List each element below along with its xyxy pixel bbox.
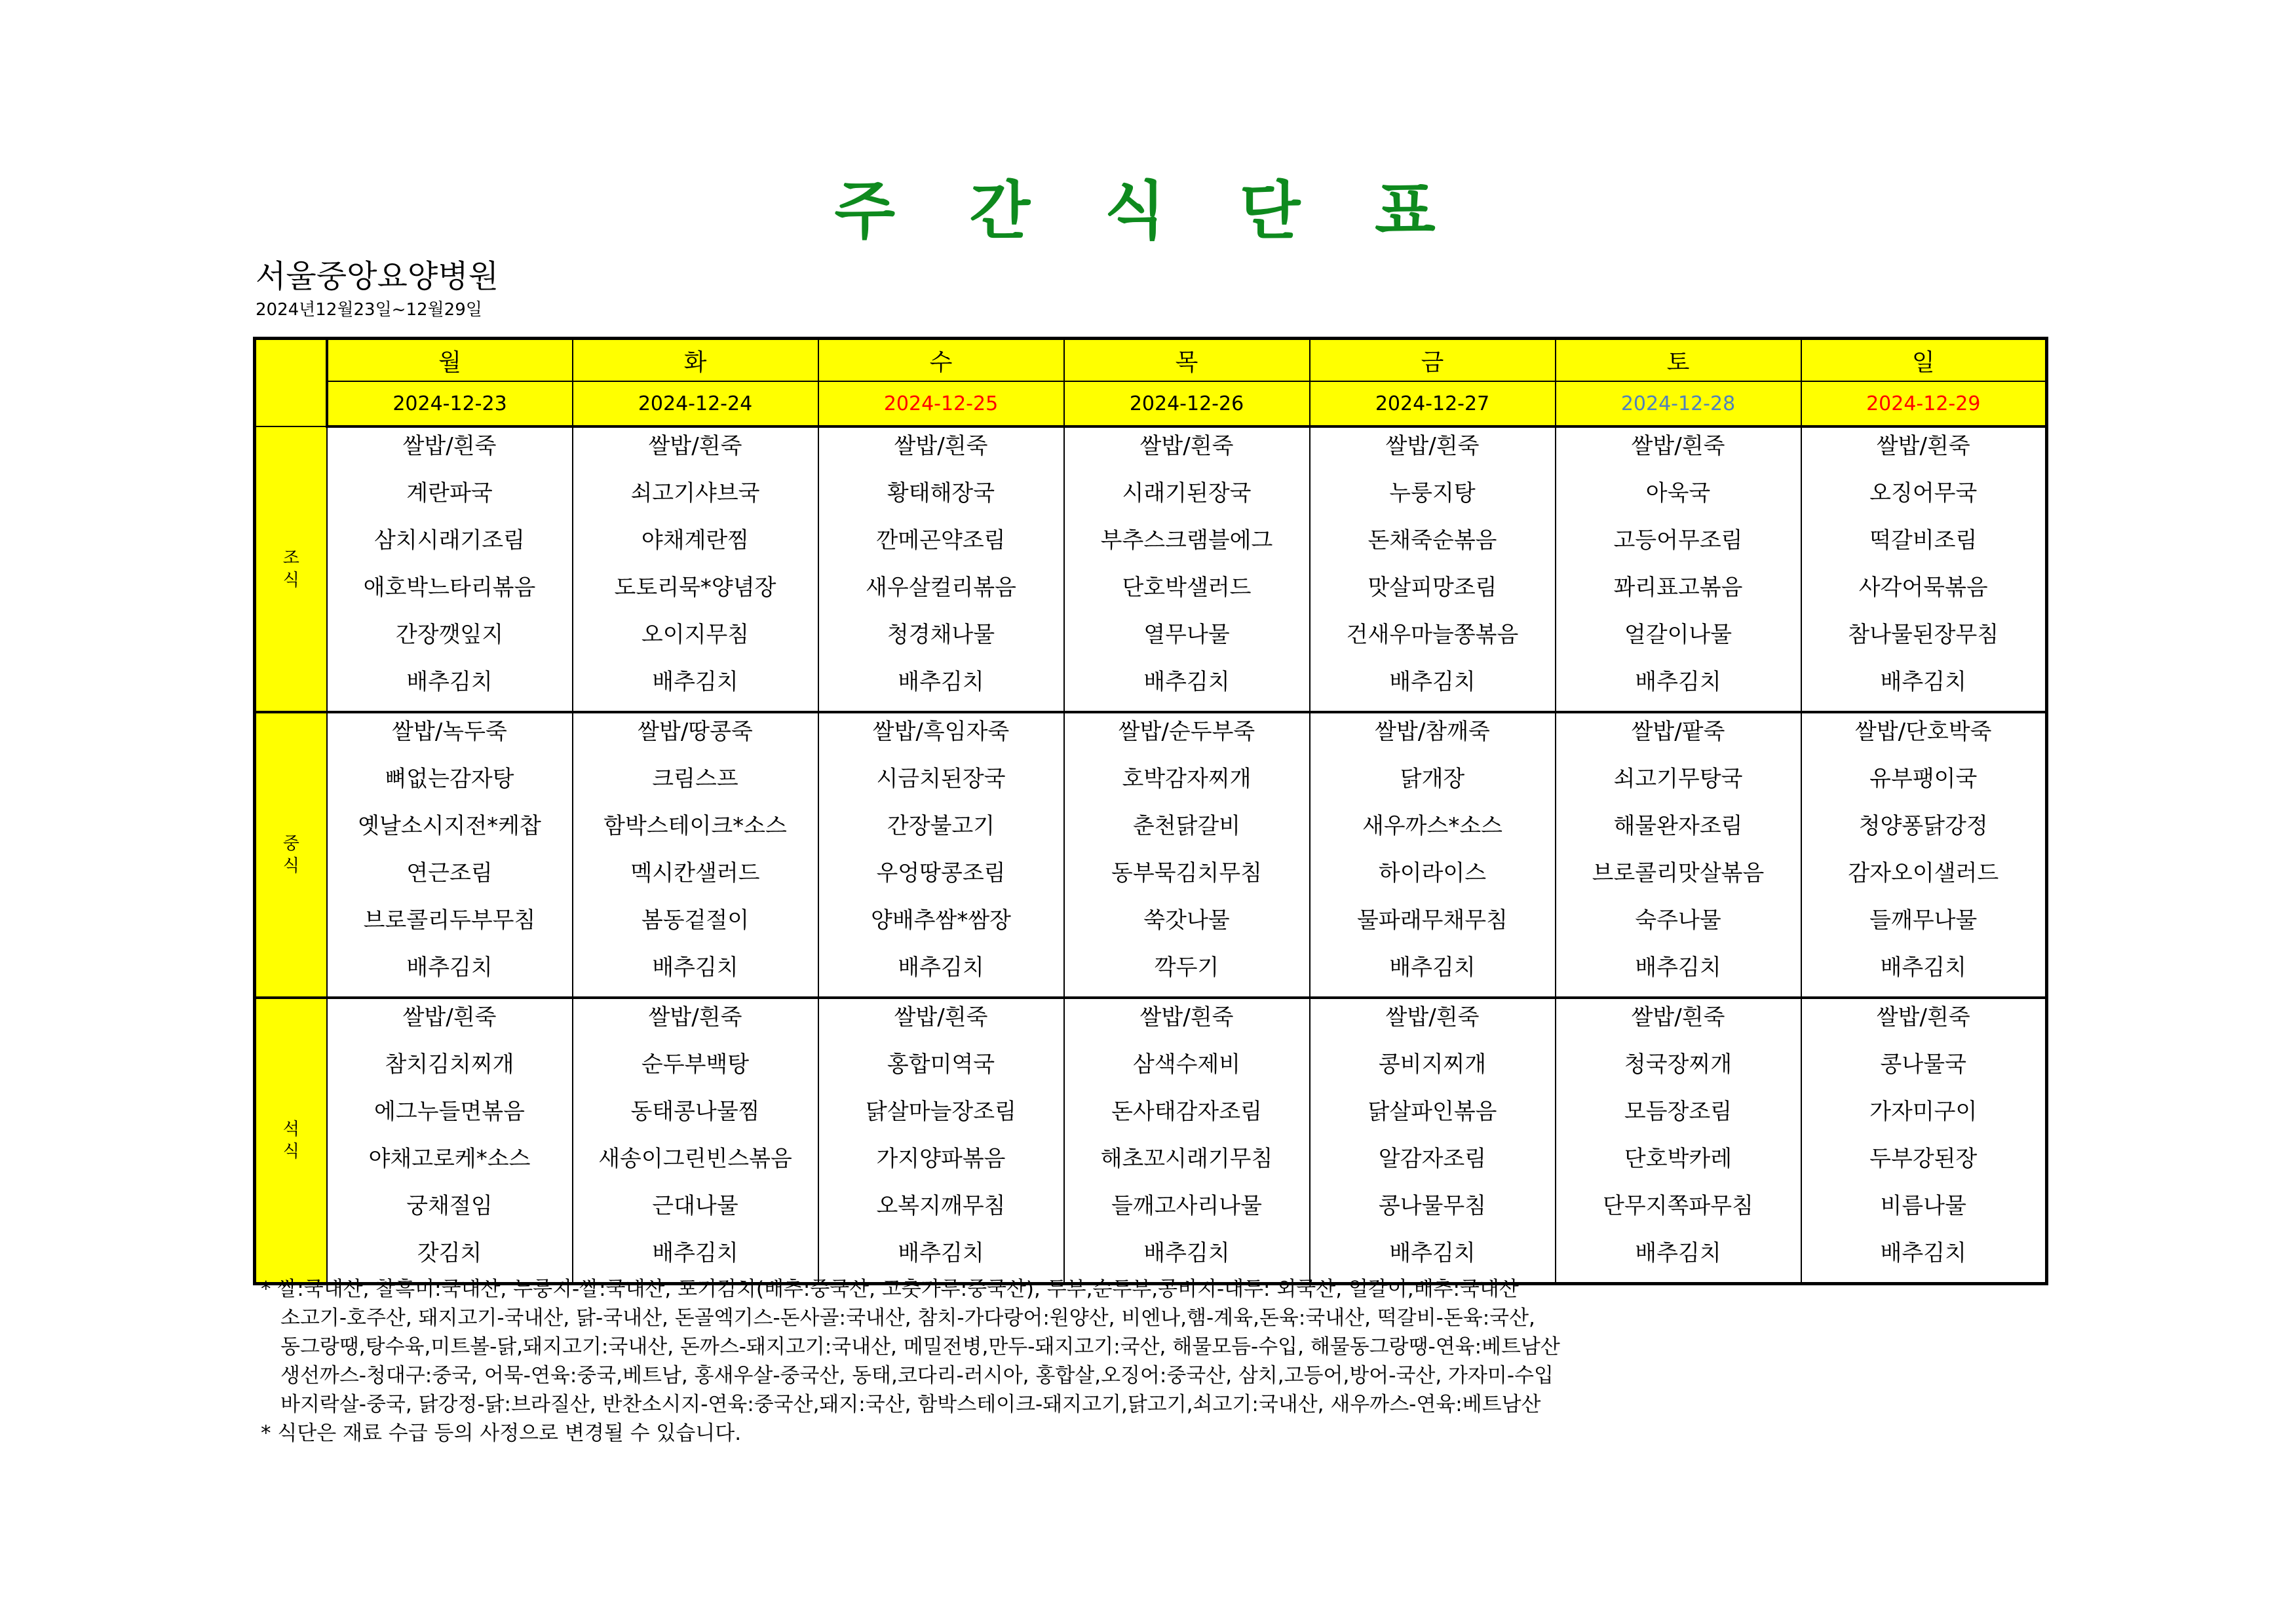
menu-item: 쌀밥/흰죽 <box>1876 1004 1970 1030</box>
menu-table-body <box>255 339 2047 1284</box>
menu-item: 배추김치 <box>1880 669 1966 695</box>
menu-item: 배추김치 <box>652 1240 738 1266</box>
menu-item: 해물완자조림 <box>1613 813 1743 839</box>
day-header: 목 <box>1064 339 1310 382</box>
menu-item: 새송이그린빈스볶음 <box>598 1146 792 1172</box>
table-corner <box>255 339 327 427</box>
menu-item: 깐메곤약조림 <box>876 527 1006 554</box>
menu-item: 알감자조림 <box>1378 1146 1487 1172</box>
hospital-name: 서울중앙요양병원 <box>256 258 499 295</box>
menu-item: 배추김치 <box>1635 1240 1721 1266</box>
meal-row <box>255 426 2047 712</box>
menu-item: 배추김치 <box>898 1240 984 1266</box>
note-line: 동그랑땡,탕수육,미트볼-닭,돼지고기:국내산, 돈까스-돼지고기:국내산, 메밀전병,만두-돼지고기:국산, 해물모듬-수입, 해물동그랑땡-연육:베트남산 <box>280 1335 1560 1359</box>
day-header: 일 <box>1801 339 2047 382</box>
menu-cell <box>573 998 818 1284</box>
meal-label <box>255 426 327 712</box>
menu-item: 닭살파인볶음 <box>1368 1099 1497 1125</box>
meal-label <box>255 998 327 1284</box>
menu-item: 쌀밥/흰죽 <box>1139 433 1234 459</box>
menu-item: 가자미구이 <box>1869 1099 1978 1125</box>
menu-item: 돈사태감자조림 <box>1111 1099 1262 1125</box>
menu-item: 오복지깨무침 <box>876 1193 1006 1219</box>
menu-cell <box>1064 426 1310 712</box>
menu-item: 도토리묵*양념장 <box>614 575 776 601</box>
menu-item: 봄동겉절이 <box>641 907 750 934</box>
menu-item: 닭개장 <box>1400 766 1465 792</box>
menu-item: 하이라이스 <box>1378 860 1487 886</box>
date-header-row <box>255 381 2047 426</box>
menu-cell <box>1801 998 2047 1284</box>
menu-item: 쑥갓나물 <box>1143 907 1230 934</box>
menu-item: 쇠고기무탕국 <box>1613 766 1743 792</box>
menu-period: 2024년12월23일~12월29일 <box>256 300 482 320</box>
menu-item: 사각어묵볶음 <box>1858 575 1988 601</box>
menu-item: 동부묵김치무침 <box>1111 860 1262 886</box>
menu-item: 배추김치 <box>1143 1240 1230 1266</box>
ingredient-origin-notes <box>261 1275 1560 1448</box>
menu-item: 부추스크램블에그 <box>1100 527 1273 554</box>
menu-item: 배추김치 <box>1635 954 1721 981</box>
menu-item: 물파래무채무침 <box>1357 907 1508 934</box>
menu-cell <box>1556 712 1801 998</box>
menu-item: 궁채절임 <box>406 1193 493 1219</box>
menu-cell <box>1064 998 1310 1284</box>
menu-cell <box>1310 712 1556 998</box>
menu-item: 아욱국 <box>1645 480 1711 506</box>
menu-cell <box>1064 712 1310 998</box>
meal-label-text: 석식 <box>282 1120 299 1161</box>
day-header: 토 <box>1556 339 1801 382</box>
menu-item: 근대나물 <box>652 1193 738 1219</box>
menu-item: 배추김치 <box>898 669 984 695</box>
menu-item: 비름나물 <box>1880 1193 1966 1219</box>
menu-item: 옛날소시지전*케찹 <box>358 813 541 839</box>
menu-item: 배추김치 <box>1635 669 1721 695</box>
menu-item: 유부팽이국 <box>1869 766 1978 792</box>
menu-item: 쌀밥/흰죽 <box>1139 1004 1234 1030</box>
menu-item: 청경채나물 <box>887 622 995 648</box>
menu-item: 쌀밥/흰죽 <box>402 1004 497 1030</box>
menu-item: 시금치된장국 <box>876 766 1006 792</box>
menu-item: 양배추쌈*쌈장 <box>870 907 1012 934</box>
menu-item: 호박감자찌개 <box>1122 766 1252 792</box>
menu-item: 시래기된장국 <box>1122 480 1252 506</box>
menu-item: 갓김치 <box>417 1240 482 1266</box>
day-header: 화 <box>573 339 818 382</box>
note-line: 생선까스-청대구:중국, 어묵-연육:중국,베트남, 홍새우살-중국산, 동태,코다리-러시아, 홍합살,오징어:중국산, 삼치,고등어,방어-국산, 가자미-수입 <box>280 1364 1554 1388</box>
menu-item: 쌀밥/땅콩죽 <box>638 719 753 745</box>
menu-item: 오징어무국 <box>1869 480 1978 506</box>
menu-item: 쌀밥/녹두죽 <box>392 719 507 745</box>
menu-cell <box>327 426 573 712</box>
day-header-row <box>255 339 2047 382</box>
menu-item: 황태해장국 <box>887 480 995 506</box>
menu-cell <box>1556 998 1801 1284</box>
menu-item: 애호박느타리볶음 <box>363 575 536 601</box>
menu-cell <box>1801 426 2047 712</box>
menu-cell <box>818 426 1064 712</box>
menu-item: 꽈리표고볶음 <box>1613 575 1743 601</box>
note-line: 바지락살-중국, 닭강정-닭:브라질산, 반찬소시지-연육:중국산,돼지:국산, 함박스테이크-돼지고기,닭고기,쇠고기:국내산, 새우까스-연육:베트남산 <box>280 1393 1541 1416</box>
menu-item: 단호박샐러드 <box>1122 575 1252 601</box>
menu-item: 쌀밥/흰죽 <box>1631 433 1725 459</box>
menu-item: 맛살피망조림 <box>1368 575 1497 601</box>
menu-cell <box>818 712 1064 998</box>
menu-item: 단호박카레 <box>1624 1146 1732 1172</box>
meal-label-text: 조식 <box>282 548 299 590</box>
date-header: 2024-12-23 <box>327 381 573 426</box>
menu-item: 쌀밥/흰죽 <box>1385 1004 1480 1030</box>
menu-item: 브로콜리맛살볶음 <box>1592 860 1765 886</box>
menu-item: 콩비지찌개 <box>1378 1051 1487 1078</box>
menu-item: 닭살마늘장조림 <box>866 1099 1016 1125</box>
page-title: 주 간 식 단 표 <box>834 174 1462 248</box>
menu-item: 쌀밥/흰죽 <box>894 1004 988 1030</box>
menu-item: 배추김치 <box>652 954 738 981</box>
menu-cell <box>1310 998 1556 1284</box>
menu-item: 배추김치 <box>1143 669 1230 695</box>
menu-item: 가지양파볶음 <box>876 1146 1006 1172</box>
menu-item: 홍합미역국 <box>887 1051 995 1078</box>
menu-item: 쌀밥/흰죽 <box>1385 433 1480 459</box>
menu-item: 새우살컬리볶음 <box>866 575 1016 601</box>
menu-item: 들깨무나물 <box>1869 907 1978 934</box>
menu-item: 배추김치 <box>1880 954 1966 981</box>
menu-item: 열무나물 <box>1143 622 1230 648</box>
menu-item: 두부강된장 <box>1869 1146 1978 1172</box>
menu-item: 쌀밥/흰죽 <box>402 433 497 459</box>
menu-item: 떡갈비조림 <box>1869 527 1978 554</box>
menu-item: 계란파국 <box>406 480 493 506</box>
menu-cell <box>1310 426 1556 712</box>
menu-item: 배추김치 <box>1880 1240 1966 1266</box>
menu-item: 간장깻잎지 <box>395 622 504 648</box>
date-header: 2024-12-24 <box>573 381 818 426</box>
menu-item: 쌀밥/팥죽 <box>1631 719 1725 745</box>
menu-item: 브로콜리두부무침 <box>363 907 536 934</box>
menu-item: 쌀밥/흰죽 <box>1876 433 1970 459</box>
menu-item: 멕시칸샐러드 <box>630 860 760 886</box>
menu-item: 배추김치 <box>406 669 493 695</box>
menu-item: 연근조림 <box>406 860 493 886</box>
menu-item: 배추김치 <box>1389 1240 1476 1266</box>
menu-item: 뼈없는감자탕 <box>385 766 514 792</box>
date-header: 2024-12-26 <box>1064 381 1310 426</box>
menu-cell <box>327 998 573 1284</box>
date-header: 2024-12-25 <box>818 381 1064 426</box>
menu-item: 숙주나물 <box>1635 907 1721 934</box>
weekly-menu-table <box>253 337 2048 1285</box>
menu-item: 해초꼬시래기무침 <box>1100 1146 1273 1172</box>
menu-cell <box>327 712 573 998</box>
note-line: * 쌀:국내산, 찰흑미:국내산, 누룽지-쌀:국내산, 포기김치(배추:중국산, 고춧가루:중국산), 두부,순두부,콩비지-대두: 외국산, 얼갈이,배추:국내산 <box>261 1277 1519 1301</box>
menu-item: 건새우마늘쫑볶음 <box>1346 622 1519 648</box>
menu-item: 순두부백탕 <box>641 1051 750 1078</box>
menu-item: 얼갈이나물 <box>1624 622 1732 648</box>
menu-item: 오이지무침 <box>641 622 750 648</box>
menu-item: 야채계란찜 <box>641 527 750 554</box>
menu-item: 쌀밥/참깨죽 <box>1375 719 1490 745</box>
meal-label-text: 중식 <box>282 834 299 876</box>
menu-item: 크림스프 <box>652 766 738 792</box>
menu-item: 춘천닭갈비 <box>1132 813 1241 839</box>
menu-item: 콩나물국 <box>1880 1051 1966 1078</box>
menu-item: 삼치시래기조림 <box>374 527 525 554</box>
menu-item: 간장불고기 <box>887 813 995 839</box>
menu-item: 돈채죽순볶음 <box>1368 527 1497 554</box>
menu-item: 배추김치 <box>652 669 738 695</box>
menu-item: 쌀밥/순두부죽 <box>1118 719 1255 745</box>
menu-item: 들깨고사리나물 <box>1111 1193 1262 1219</box>
day-header: 수 <box>818 339 1064 382</box>
menu-item: 삼색수제비 <box>1132 1051 1241 1078</box>
menu-item: 배추김치 <box>406 954 493 981</box>
menu-item: 감자오이샐러드 <box>1848 860 1999 886</box>
menu-item: 쌀밥/흰죽 <box>1631 1004 1725 1030</box>
date-header: 2024-12-27 <box>1310 381 1556 426</box>
menu-item: 함박스테이크*소스 <box>603 813 787 839</box>
menu-cell <box>818 998 1064 1284</box>
date-header: 2024-12-29 <box>1801 381 2047 426</box>
menu-item: 동태콩나물찜 <box>630 1099 760 1125</box>
menu-cell <box>1556 426 1801 712</box>
menu-item: 청국장찌개 <box>1624 1051 1732 1078</box>
menu-item: 청양퐁닭강정 <box>1858 813 1988 839</box>
menu-item: 배추김치 <box>1389 954 1476 981</box>
note-line: * 식단은 재료 수급 등의 사정으로 변경될 수 있습니다. <box>261 1422 742 1445</box>
date-header: 2024-12-28 <box>1556 381 1801 426</box>
menu-item: 쌀밥/흰죽 <box>648 433 742 459</box>
menu-item: 누룽지탕 <box>1389 480 1476 506</box>
menu-item: 콩나물무침 <box>1378 1193 1487 1219</box>
menu-item: 배추김치 <box>1389 669 1476 695</box>
menu-item: 쌀밥/단호박죽 <box>1854 719 1992 745</box>
meal-row <box>255 998 2047 1284</box>
day-header: 월 <box>327 339 573 382</box>
day-header: 금 <box>1310 339 1556 382</box>
menu-cell <box>573 426 818 712</box>
menu-item: 새우까스*소스 <box>1362 813 1503 839</box>
menu-item: 참치김치찌개 <box>385 1051 514 1078</box>
menu-item: 쇠고기샤브국 <box>630 480 760 506</box>
menu-item: 깍두기 <box>1154 954 1219 981</box>
menu-cell <box>573 712 818 998</box>
menu-item: 단무지쪽파무침 <box>1603 1193 1753 1219</box>
menu-item: 야채고로케*소스 <box>368 1146 531 1172</box>
menu-item: 우엉땅콩조림 <box>876 860 1006 886</box>
meal-label <box>255 712 327 998</box>
menu-item: 쌀밥/흰죽 <box>894 433 988 459</box>
menu-item: 쌀밥/흑임자죽 <box>872 719 1010 745</box>
menu-item: 모듬장조림 <box>1624 1099 1732 1125</box>
note-line: 소고기-호주산, 돼지고기-국내산, 닭-국내산, 돈골엑기스-돈사골:국내산, 참치-가다랑어:원양산, 비엔나,햄-계육,돈육:국내산, 떡갈비-돈육:국산, <box>280 1306 1535 1330</box>
menu-item: 에그누들면볶음 <box>374 1099 525 1125</box>
menu-cell <box>1801 712 2047 998</box>
menu-item: 참나물된장무침 <box>1848 622 1999 648</box>
menu-item: 고등어무조림 <box>1613 527 1743 554</box>
menu-item: 쌀밥/흰죽 <box>648 1004 742 1030</box>
menu-item: 배추김치 <box>898 954 984 981</box>
meal-row <box>255 712 2047 998</box>
